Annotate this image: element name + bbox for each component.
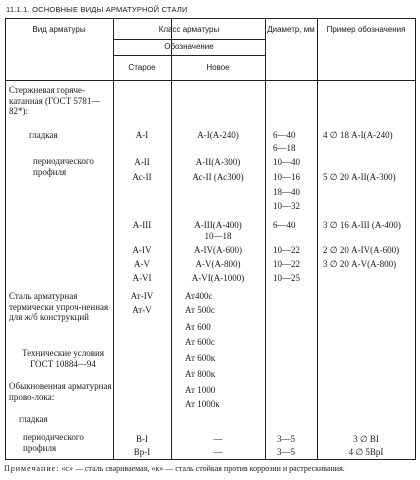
cell-diameter: 10—32 <box>273 201 300 211</box>
cell-diameter: 3—5 <box>277 447 295 457</box>
group-thermo: Сталь арматурная термически упроч-ненная для ж/б конструкций <box>9 291 109 322</box>
header-diameter: Диаметр, мм <box>267 25 315 34</box>
cell-new: Ас-II (Ас300) <box>192 172 244 182</box>
header-designation: Обозначение <box>164 42 214 51</box>
cell-new: А-V(А-800) <box>195 259 241 269</box>
cell-diameter: 6—40 <box>273 130 296 140</box>
cell-example: 4 ∅ 18 А-I(А-240) <box>323 130 393 140</box>
header-old: Старое <box>128 63 156 72</box>
group-hot-rolled: Стержневая горяче-катанная (ГОСТ 5781—82*): <box>9 85 101 116</box>
cell-old: А-V <box>134 259 150 269</box>
cell-diameter: 18—40 <box>273 187 300 197</box>
column-divider <box>317 19 318 459</box>
cell-example: 3 ∅ BI <box>353 434 379 444</box>
cell-new: Ат 600 <box>185 322 211 332</box>
cell-old: А-VI <box>132 273 152 283</box>
cell-diameter: 3—5 <box>277 434 295 444</box>
cell-new: А-II(А-300) <box>195 157 241 167</box>
cell-old: Ат-V <box>132 305 152 315</box>
cell-diameter: 10—16 <box>273 172 300 182</box>
cell-example: 3 ∅ 20 А-V(А-800) <box>323 259 397 269</box>
header-example: Пример обозначения <box>326 25 406 34</box>
cell-diameter: 10—22 <box>273 245 300 255</box>
cell-new: Ат 600с <box>185 337 215 347</box>
cell-old: Ас-II <box>132 172 152 182</box>
cell-old: Вр-I <box>133 447 151 457</box>
header-new: Новое <box>206 63 230 72</box>
group-wire: Обыкновенная арматурная прово-лока: <box>9 381 112 402</box>
cell-diameter: 6—18 <box>273 143 296 153</box>
cell-diameter: 10—22 <box>273 259 300 269</box>
cell-new: — <box>213 447 223 457</box>
footnote-text: «с» — сталь свариваемая, «к» — сталь стойкая против коррозии и растрескивания. <box>61 464 345 473</box>
header-bottom-line <box>5 80 415 81</box>
cell-new: Ат 1000 <box>185 385 216 395</box>
cell-new: А-VI(А-1000) <box>191 273 245 283</box>
header-divider <box>113 39 265 40</box>
header-type: Вид арматуры <box>32 25 86 34</box>
cell-new: А-I(А-240) <box>197 130 239 140</box>
column-divider <box>113 19 114 459</box>
cell-new: Ат 1000к <box>185 399 220 409</box>
table-border-right <box>415 19 416 459</box>
group-periodic: периодического профиля <box>33 156 94 177</box>
cell-old: В-I <box>136 434 148 444</box>
column-divider <box>265 19 266 459</box>
cell-new: Ат 800к <box>185 369 216 379</box>
cell-example: 5 ∅ 20 А-II(А-300) <box>323 172 396 182</box>
cell-example: 4 ∅ 5BpI <box>348 447 384 457</box>
footnote-label: Примечание: <box>4 464 60 473</box>
footnote <box>4 464 345 473</box>
cell-new: Ат 600к <box>185 353 216 363</box>
cell-diameter: 6—40 <box>273 220 296 230</box>
cell-new: А-IV(А-600) <box>194 245 242 255</box>
cell-diameter: 10—40 <box>273 157 300 167</box>
header-class: Класс арматуры <box>158 25 220 34</box>
cell-example: 2 ∅ 20 А-IV(А-600) <box>323 245 400 255</box>
group-tech: Технические условия ГОСТ 10884—94 <box>21 348 105 369</box>
group-wire-smooth: гладкая <box>19 414 48 424</box>
cell-old: Ат-IV <box>130 291 154 301</box>
cell-old: А-IV <box>132 245 152 255</box>
cell-new: Ат400с <box>185 291 213 301</box>
cell-old: А-II <box>134 157 150 167</box>
cell-new-sub: 10—18 <box>204 231 232 241</box>
group-smooth: гладкая <box>29 130 58 140</box>
table-caption: 11.1.1. ОСНОВНЫЕ ВИДЫ АРМАТУРНОЙ СТАЛИ <box>6 5 188 14</box>
cell-new: А-III(А-400) <box>194 220 242 230</box>
group-wire-periodic: периодического профиля <box>23 432 84 453</box>
rebar-table <box>5 18 416 460</box>
table-border-left <box>5 19 6 459</box>
cell-new: Ат 500с <box>185 305 215 315</box>
cell-old: А-III <box>132 220 152 230</box>
header-divider <box>113 55 265 56</box>
cell-old: А-I <box>135 130 149 140</box>
cell-new: — <box>213 434 223 444</box>
cell-diameter: 10—25 <box>273 273 300 283</box>
cell-example: 3 ∅ 16 А-III (А-400) <box>323 220 401 230</box>
